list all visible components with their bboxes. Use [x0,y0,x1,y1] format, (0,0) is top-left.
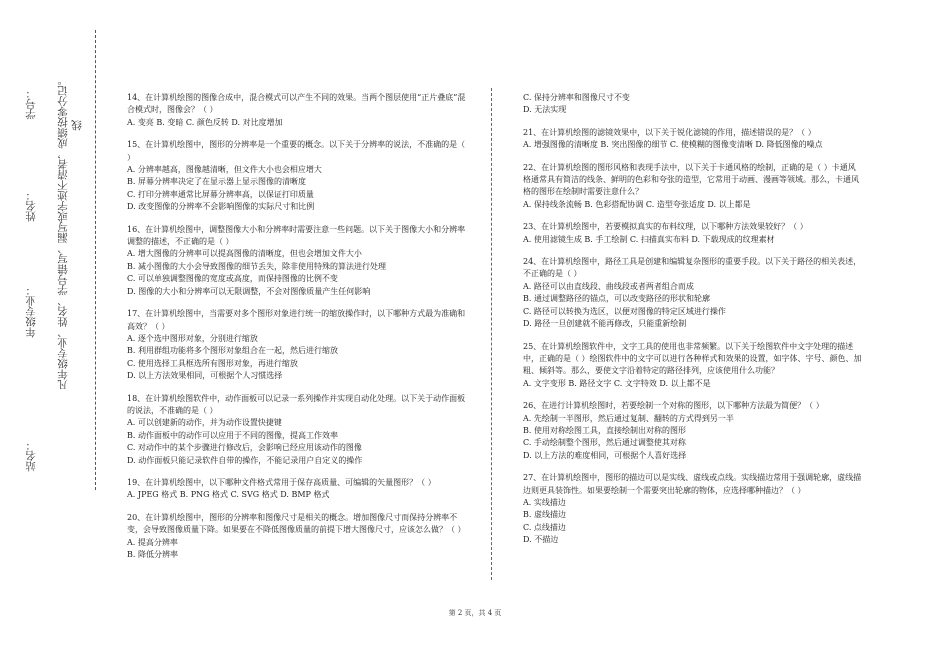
option-a: A. 分辨率越高，图像越清晰，但文件大小也会相应增大 [127,165,322,175]
question-22 [523,162,863,212]
option-b: B. 减小图像的大小会导致图像的细节丢失，除非使用特殊的算法进行处理 [127,261,386,271]
option-b: B. 动作面板中的动作可以应用于不同的图像，提高工作效率 [127,430,338,440]
binding-notice: 凡年级专业、姓名、学号错写、漏写或字迹不清者，成绩按零分记。 [57,75,69,390]
binding-margin [0,0,110,672]
question-text: 15、在计算机绘图中，图形的分辨率是一个重要的概念。以下关于分辨率的说法，不准确的是（ ） [127,140,466,162]
option-a: A. 提高分辨率 [127,537,178,547]
question-text: 25、在计算机绘图软件中，文字工具的使用也非常频繁。以下关于绘图软件中文字处理的描述中，正确的是（ ）绘图软件中的文字可以进行各种样式和效果的设置，如字体、字号、颜色、加粗、倾斜等。那么，要使文字沿着特定的路径排列，应该使用什么功能？ [523,341,862,376]
option-c: C. 手动绘制整个图形，然后通过调整使其对称 [523,438,686,448]
option-d: D. 动作面板只能记录软件自带的操作，不能记录用户自定义的操作 [127,455,363,465]
column-divider [491,88,492,580]
option-d: D. 以上方法效果相同，可根据个人习惯选择 [127,371,283,381]
option-line: A. 文字变形 B. 路径文字 C. 文字特效 D. 以上都不是 [523,378,711,388]
option-a: A. 路径可以由直线段、曲线段或者两者组合而成 [523,281,694,291]
station-label: 站名： [25,440,37,472]
question-text: 24、在计算机绘图中，路径工具是创建和编辑复杂图形的重要手段。以下关于路径的相关表述，不正确的是（ ） [523,257,862,279]
question-text: 19、在计算机绘图中，以下哪种文件格式常用于保存高质量、可编辑的矢量图形？（ ） [127,477,436,487]
question-text: 27、在计算机绘图中，图形的描边可以是实线、虚线或点线。实线描边常用于强调轮廓，虚线描边则更具装饰性。如果要绘制一个需要突出轮廓的物体，应选择哪种描边？（ ） [523,473,862,495]
option-line: A. 保持线条流畅 B. 色彩搭配协调 C. 造型夸张适度 D. 以上都是 [523,199,751,209]
question-24 [523,256,863,330]
option-c: C. 点线描边 [523,522,566,532]
question-text: 23、在计算机绘图中，若要模拟真实的布料纹理，以下哪种方法效果较好？（ ） [523,222,808,232]
option-b: B. 利用群组功能将多个图形对象组合在一起，然后进行缩放 [127,346,338,356]
question-19 [127,477,467,502]
option-b: B. 通过调整路径的锚点，可以改变路径的形状和轮廓 [523,294,710,304]
question-text: 14、在计算机绘图的图像合成中，混合模式可以产生不同的效果。当两个图层使用“正片叠底”混合模式时，图像会？（ ） [127,93,466,115]
question-20 [127,512,467,562]
right-column [523,92,863,557]
option-a: A. 逐个选中图形对象，分别进行缩放 [127,333,258,343]
option-a: A. 先绘制一半图形，然后通过复制、翻转的方式得到另一半 [523,413,734,423]
question-20-continued [523,92,863,117]
question-21 [523,127,863,152]
option-d: D. 路径一旦创建就不能再修改，只能重新绘制 [523,319,687,329]
option-d: D. 不描边 [523,535,559,545]
question-text: 22、在计算机绘图的图形风格和表现手法中，以下关于卡通风格的绘制，正确的是（ ）卡通风格通常具有简洁的线条、鲜明的色彩和夸张的造型，它常用于动画、漫画等领域。那么，卡通风格的图形在绘制时需要注意什么？ [523,162,859,197]
question-text: 26、在进行计算机绘图时，若要绘制一个对称的图形，以下哪种方法最为简便？（ ） [523,401,824,411]
option-c: C. 路径可以转换为选区，以便对图像的特定区域进行操作 [523,306,726,316]
question-26 [523,400,863,462]
page-number: 第 2 页，共 4 页 [448,609,502,617]
option-a: A. 增大图像的分辨率可以提高图像的清晰度，但也会增加文件大小 [127,249,362,259]
question-17 [127,308,467,382]
major-label: 年级专业： [25,285,37,338]
option-c: C. 对动作中的某个步骤进行修改后，会影响已经应用该动作的图像 [127,443,362,453]
option-a: A. 可以创建新的动作，并为动作设置快捷键 [127,418,282,428]
option-c: C. 打印分辨率通常比屏幕分辨率高，以保证打印质量 [127,189,314,199]
option-c: C. 保持分辨率和图像尺寸不变 [523,93,630,102]
option-line: A. 使用滤镜生成 B. 手工绘制 C. 扫描真实布料 D. 下载现成的纹理素材 [523,234,775,244]
option-b: B. 降低分辨率 [127,550,178,559]
option-line: A. 增强图像的清晰度 B. 突出图像的细节 C. 使模糊的图像变清晰 D. 降低图像的噪点 [523,140,823,150]
question-text: 20、在计算机绘图中，图形的分辨率和图像尺寸是相关的概念。增加图像尺寸而保持分辨率不变，会导致图像质量下降。如果要在不降低图像质量的前提下增大图像尺寸，应该怎么做？（ ） [127,512,466,535]
question-23 [523,221,863,246]
option-a: A. 实线描边 [523,497,566,507]
question-25 [523,341,863,391]
question-text: 17、在计算机绘图中，当需要对多个图形对象进行统一的缩放操作时，以下哪种方式最为准确和高效？（ ） [127,309,466,331]
option-d: D. 改变图像的分辨率不会影响图像的实际尺寸和比例 [127,202,315,212]
question-27 [523,472,863,546]
question-14 [127,92,467,129]
left-column [127,92,467,571]
option-line: A. 变亮 B. 变暗 C. 颜色反转 D. 对比度增加 [127,117,283,127]
question-18 [127,393,467,467]
school-label: 学号： [25,88,37,120]
option-d: D. 无法实现 [523,105,567,115]
question-16 [127,224,467,298]
option-b: B. 屏幕分辨率决定了在显示器上显示图像的清晰度 [127,177,306,187]
binding-dashline [95,30,96,490]
option-line: A. JPEG 格式 B. PNG 格式 C. SVG 格式 D. BMP 格式 [127,490,330,500]
question-text: 18、在计算机绘图软件中，动作面板可以记录一系列操作并实现自动化处理。以下关于动作面板的说法，不准确的是（ ） [127,393,466,415]
question-text: 21、在计算机绘图的滤镜效果中，以下关于锐化滤镜的作用，描述错误的是？（ ） [523,127,816,137]
name-label: 姓名： [25,190,37,222]
cut-mark: 线 [71,120,83,131]
option-b: B. 虚线描边 [523,510,566,520]
option-b: B. 使用对称绘图工具，直接绘制出对称的图形 [523,425,686,435]
option-c: C. 使用选择工具框选所有图形对象，再进行缩放 [127,358,298,368]
option-c: C. 可以单独调整图像的宽度或高度，而保持图像的比例不变 [127,274,338,284]
option-d: D. 以上方法的难度相同，可根据个人喜好选择 [523,450,687,460]
question-15 [127,139,467,213]
question-text: 16、在计算机绘图中，调整图像大小和分辨率时需要注意一些问题。以下关于图像大小和分辨率调整的描述，不正确的是（ ） [127,224,466,247]
option-d: D. 图像的大小和分辨率可以无限调整，不会对图像质量产生任何影响 [127,286,371,296]
